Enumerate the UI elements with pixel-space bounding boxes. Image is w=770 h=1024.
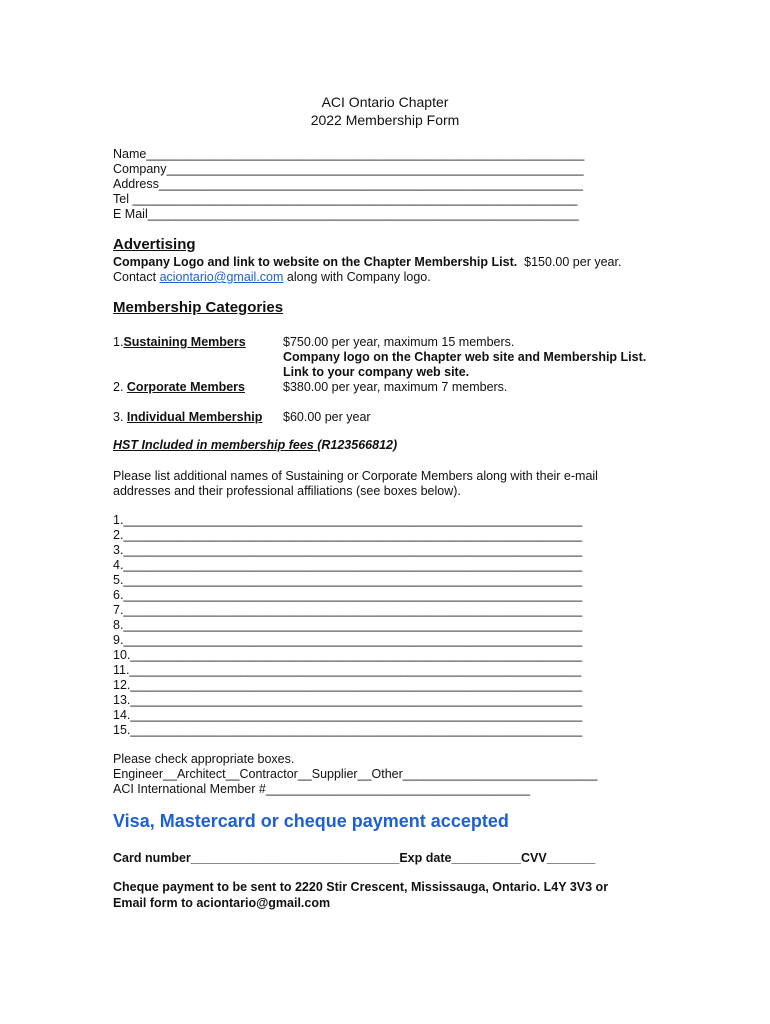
additional-row[interactable]: 1.__________________________________________________________________: [113, 513, 583, 527]
check-instructions: Please check appropriate boxes.: [113, 752, 295, 766]
profession-checkboxes[interactable]: Engineer__Architect__Contractor__Supplier__Other____________________________: [113, 767, 598, 781]
additional-row[interactable]: 6.__________________________________________________________________: [113, 588, 583, 602]
advertising-price: $150.00 per year.: [517, 255, 622, 269]
individual-label: [113, 410, 262, 424]
advertising-heading: Advertising: [113, 236, 196, 253]
sustaining-label: [113, 335, 246, 349]
contact-prefix: Contact: [113, 270, 160, 284]
card-details-field[interactable]: Card number______________________________Exp date__________CVV_______: [113, 851, 596, 865]
hst-number: (R123566812): [317, 438, 398, 452]
corporate-label: [113, 380, 245, 394]
additional-row[interactable]: 9.__________________________________________________________________: [113, 633, 583, 647]
payment-heading: Visa, Mastercard or cheque payment accepted: [113, 811, 509, 831]
hst-note: [113, 438, 397, 453]
additional-row[interactable]: 4.__________________________________________________________________: [113, 558, 583, 572]
additional-row[interactable]: 3.__________________________________________________________________: [113, 543, 583, 557]
corporate-text: Corporate Members: [126, 380, 245, 394]
additional-row[interactable]: 12._________________________________________________________________: [113, 678, 583, 692]
additional-row[interactable]: 2.__________________________________________________________________: [113, 528, 583, 542]
corporate-number: 2.: [113, 380, 127, 394]
advertising-description: [113, 255, 621, 270]
additional-row[interactable]: 15._________________________________________________________________: [113, 723, 583, 737]
name-field[interactable]: Name_______________________________________________________________: [113, 147, 585, 161]
hst-underlined: HST Included in membership fees: [113, 438, 318, 452]
corporate-price: $380.00 per year, maximum 7 members.: [283, 380, 508, 394]
individual-price: $60.00 per year: [283, 410, 371, 424]
aci-member-field[interactable]: ACI International Member #______________________________________: [113, 782, 531, 796]
additional-row[interactable]: 5.__________________________________________________________________: [113, 573, 583, 587]
cheque-instructions-1: Cheque payment to be sent to 2220 Stir Crescent, Mississauga, Ontario. L4Y 3V3 or: [113, 880, 609, 894]
individual-number: 3.: [113, 410, 127, 424]
individual-text: Individual Membership: [126, 410, 263, 424]
email-link[interactable]: aciontario@gmail.com: [159, 270, 284, 284]
form-subtitle: 2022 Membership Form: [310, 112, 460, 128]
contact-suffix: along with Company logo.: [283, 270, 431, 284]
advertising-bold-text: Company Logo and link to website on the Chapter Membership List.: [113, 255, 518, 269]
additional-row[interactable]: 7.__________________________________________________________________: [113, 603, 583, 617]
additional-row[interactable]: 14._________________________________________________________________: [113, 708, 583, 722]
additional-instructions-2: addresses and their professional affiliations (see boxes below).: [113, 484, 461, 498]
sustaining-price: $750.00 per year, maximum 15 members.: [283, 335, 515, 349]
additional-row[interactable]: 11._________________________________________________________________: [113, 663, 582, 677]
additional-row[interactable]: 10._________________________________________________________________: [113, 648, 583, 662]
form-title: ACI Ontario Chapter: [321, 94, 449, 110]
company-field[interactable]: Company____________________________________________________________: [113, 162, 584, 176]
additional-row[interactable]: 8.__________________________________________________________________: [113, 618, 583, 632]
address-field[interactable]: Address_____________________________________________________________: [113, 177, 583, 191]
membership-heading: Membership Categories: [113, 299, 284, 316]
sustaining-benefit-1: Company logo on the Chapter web site and Membership List.: [283, 350, 647, 364]
tel-field[interactable]: Tel ________________________________________________________________: [113, 192, 578, 206]
advertising-contact: [113, 270, 431, 285]
sustaining-text: Sustaining Members: [123, 335, 246, 349]
sustaining-number: 1.: [113, 335, 124, 349]
sustaining-benefit-2: Link to your company web site.: [283, 365, 470, 379]
additional-row[interactable]: 13._________________________________________________________________: [113, 693, 583, 707]
additional-instructions-1: Please list additional names of Sustaining or Corporate Members along with their e-mail: [113, 469, 598, 483]
email-field[interactable]: E Mail______________________________________________________________: [113, 207, 579, 221]
cheque-instructions-2: Email form to aciontario@gmail.com: [113, 896, 331, 910]
